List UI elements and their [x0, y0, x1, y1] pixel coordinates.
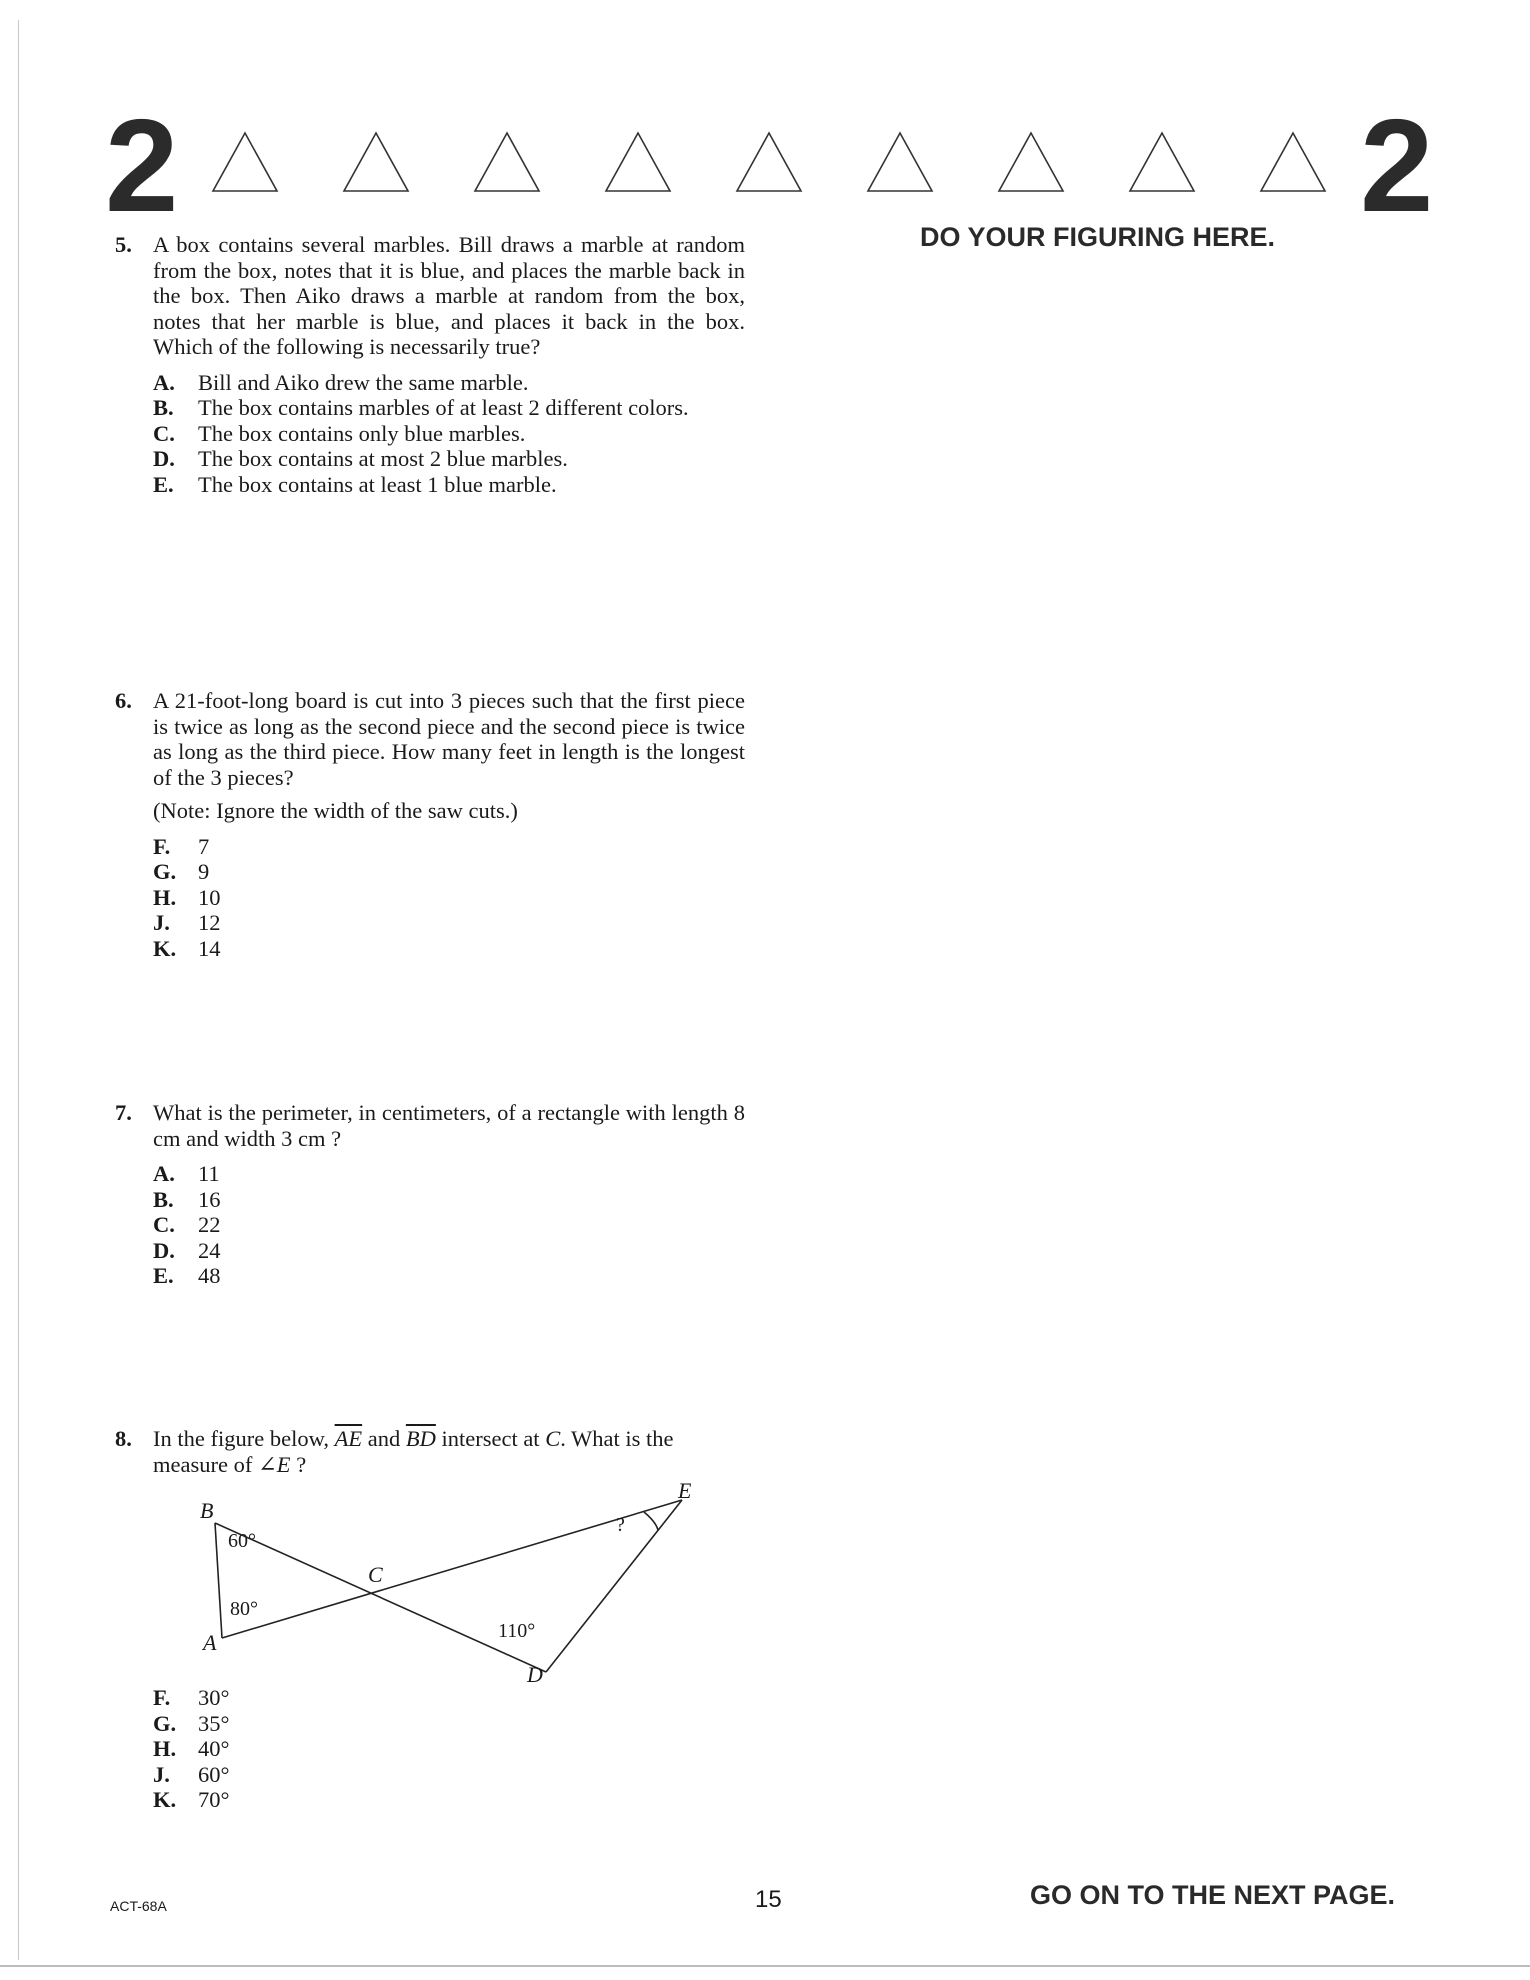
page-edge — [18, 20, 19, 1960]
question-stem: In the figure below, $\overline{AE}$ and $\overline{BD}$ intersect at C. What is the measure of ∠E ? — [153, 1426, 674, 1477]
answer-option-g[interactable]: G. 9 — [153, 859, 210, 884]
angle-e-symbol: ∠E — [257, 1451, 291, 1477]
triangle-icon — [1127, 130, 1197, 194]
answer-options — [153, 834, 745, 962]
triangle-icon — [341, 130, 411, 194]
answer-options — [153, 1685, 745, 1813]
question-number: 7. — [115, 1100, 132, 1125]
answer-options — [153, 370, 745, 498]
figure-lines — [190, 1478, 710, 1688]
answer-option-a[interactable]: A. 11 — [153, 1161, 220, 1186]
section-number-right: 2 — [1360, 92, 1434, 239]
segment-ae: $\overline{AE}$ — [334, 1426, 363, 1451]
point-a-label: A — [203, 1630, 217, 1655]
angle-d-label: 110° — [498, 1620, 536, 1642]
triangle-row — [210, 130, 1340, 200]
form-code: ACT-68A — [110, 1898, 167, 1914]
answer-option-c[interactable]: C. The box contains only blue marbles. — [153, 420, 526, 446]
answer-option-f[interactable]: F. 7 — [153, 833, 210, 859]
answer-options — [153, 1161, 745, 1289]
triangle-icon — [210, 130, 280, 194]
question-note: (Note: Ignore the width of the saw cuts.) — [153, 798, 518, 823]
angle-e-arc — [644, 1512, 658, 1530]
answer-option-b[interactable]: B. The box contains marbles of at least 2 different colors. — [153, 395, 689, 420]
answer-option-c[interactable]: C. 22 — [153, 1212, 221, 1237]
section-number-left: 2 — [105, 92, 179, 239]
answer-option-a[interactable]: A. Bill and Aiko drew the same marble. — [153, 369, 529, 395]
go-on-next-page: GO ON TO THE NEXT PAGE. — [1030, 1880, 1396, 1910]
page-bottom-edge — [0, 1965, 1530, 1967]
question-6 — [115, 688, 745, 961]
answer-option-d[interactable]: D. The box contains at most 2 blue marbles. — [153, 446, 568, 471]
segment-ab — [215, 1523, 222, 1638]
answer-option-b[interactable]: B. 16 — [153, 1186, 221, 1212]
question-stem: A 21-foot-long board is cut into 3 pieces such that the first piece is twice as long as the second piece and the second piece is twice as long as the third piece. How many feet in length is the longest of the 3 pieces? — [153, 688, 745, 790]
segment-de — [546, 1500, 682, 1672]
point-d-label: D — [527, 1662, 543, 1687]
answer-option-k[interactable]: K. 70° — [153, 1787, 230, 1812]
segment-bd-line — [215, 1523, 546, 1672]
figuring-label: DO YOUR FIGURING HERE. — [920, 222, 1276, 252]
question-number: 5. — [115, 232, 132, 257]
triangle-icon — [865, 130, 935, 194]
question-7 — [115, 1100, 745, 1289]
triangle-icon — [996, 130, 1066, 194]
answer-option-g[interactable]: G. 35° — [153, 1710, 230, 1736]
triangle-icon — [1258, 130, 1328, 194]
answer-option-j[interactable]: J. 60° — [153, 1761, 230, 1787]
question-number: 8. — [115, 1426, 132, 1451]
answer-option-e[interactable]: E. 48 — [153, 1263, 221, 1288]
point-b-label: B — [200, 1498, 214, 1523]
answer-option-e[interactable]: E. The box contains at least 1 blue marble. — [153, 471, 557, 497]
answer-option-h[interactable]: H. 40° — [153, 1736, 230, 1761]
answer-option-k[interactable]: K. 14 — [153, 935, 221, 961]
segment-bd: $\overline{BD}$ — [405, 1426, 436, 1451]
question-stem: A box contains several marbles. Bill draws a marble at random from the box, notes that it is blue, and places the marble back in the box. Then Aiko draws a marble at random from the box, notes that her marble is blue, and places it back in the box. Which of the following is necessarily true? — [153, 232, 745, 359]
angle-e-label: ? — [616, 1514, 625, 1536]
answer-option-f[interactable]: F. 30° — [153, 1685, 230, 1710]
triangle-icon — [734, 130, 804, 194]
point-e-label: E — [678, 1478, 692, 1503]
answer-option-h[interactable]: H. 10 — [153, 884, 221, 910]
answer-option-j[interactable]: J. 12 — [153, 910, 221, 935]
answer-option-d[interactable]: D. 24 — [153, 1237, 221, 1263]
triangle-icon — [603, 130, 673, 194]
geometry-figure — [190, 1478, 710, 1688]
question-5 — [115, 232, 745, 497]
question-number: 6. — [115, 688, 132, 713]
page-number: 15 — [755, 1886, 782, 1913]
angle-a-label: 80° — [230, 1598, 258, 1620]
question-stem: What is the perimeter, in centimeters, of a rectangle with length 8 cm and width 3 cm ? — [153, 1100, 745, 1151]
point-c-label: C — [368, 1562, 383, 1587]
segment-ae-line — [222, 1500, 682, 1638]
triangle-icon — [472, 130, 542, 194]
angle-b-label: 60° — [228, 1530, 256, 1552]
